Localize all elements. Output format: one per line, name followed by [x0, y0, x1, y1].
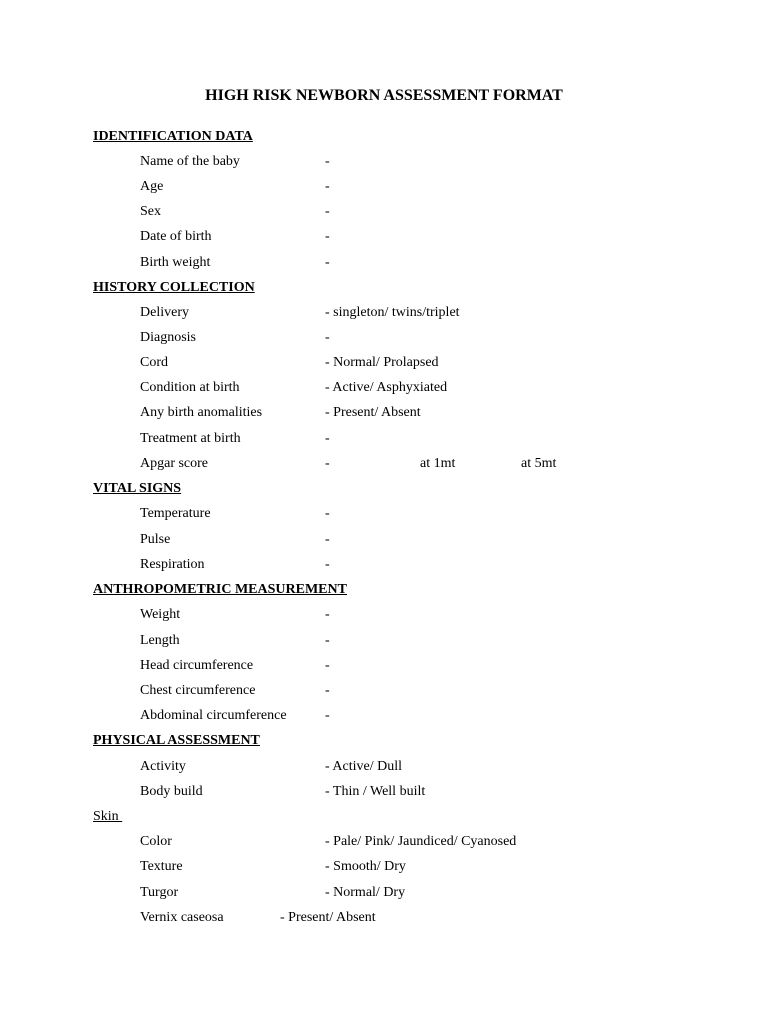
page-title: HIGH RISK NEWBORN ASSESSMENT FORMAT — [205, 87, 563, 104]
field-value: - Present/ Absent — [280, 910, 376, 925]
field-label: Color — [140, 834, 172, 849]
section-heading-identification: IDENTIFICATION DATA — [93, 129, 253, 144]
field-value: - — [325, 633, 330, 648]
field-value: - — [325, 532, 330, 547]
field-value: - — [325, 456, 330, 471]
field-label: Weight — [140, 607, 181, 622]
field-label: Apgar score — [140, 456, 209, 471]
field-value: - Active/ Asphyxiated — [325, 380, 448, 395]
field-label: Age — [140, 179, 164, 194]
apgar-5min-label: at 5mt — [521, 456, 557, 471]
field-value: - — [325, 204, 330, 219]
field-label: Date of birth — [140, 229, 212, 244]
field-label: Birth weight — [140, 255, 211, 270]
field-label: Activity — [140, 759, 186, 774]
field-value: - — [325, 154, 330, 169]
field-value: - — [325, 229, 330, 244]
field-value: - singleton/ twins/triplet — [325, 305, 460, 320]
field-value: - Pale/ Pink/ Jaundiced/ Cyanosed — [325, 834, 517, 849]
field-label: Texture — [140, 859, 183, 874]
field-value: - Normal/ Prolapsed — [325, 355, 439, 370]
field-value: - — [325, 658, 330, 673]
field-value: - — [325, 506, 330, 521]
field-label: Chest circumference — [140, 683, 256, 698]
field-label: Respiration — [140, 557, 205, 572]
field-label: Abdominal circumference — [140, 708, 287, 723]
field-label: Condition at birth — [140, 380, 240, 395]
field-label: Any birth anomalities — [140, 405, 263, 420]
section-heading-vitals: VITAL SIGNS — [93, 481, 182, 496]
field-label: Name of the baby — [140, 154, 240, 169]
field-value: - Smooth/ Dry — [325, 859, 406, 874]
field-label: Diagnosis — [140, 330, 196, 345]
field-label: Treatment at birth — [140, 431, 241, 446]
field-value: - Normal/ Dry — [325, 885, 406, 900]
field-value: - — [325, 557, 330, 572]
field-value: - — [325, 330, 330, 345]
subsection-heading-skin: Skin — [93, 809, 123, 824]
field-label: Cord — [140, 355, 168, 370]
field-label: Temperature — [140, 506, 211, 521]
field-label: Length — [140, 633, 180, 648]
field-label: Pulse — [140, 532, 171, 547]
section-heading-history: HISTORY COLLECTION — [93, 280, 255, 295]
field-label: Turgor — [140, 885, 179, 900]
field-label: Delivery — [140, 305, 189, 320]
field-value: - Present/ Absent — [325, 405, 421, 420]
field-label: Vernix caseosa — [140, 910, 224, 925]
field-value: - Active/ Dull — [325, 759, 402, 774]
field-value: - — [325, 179, 330, 194]
section-heading-anthropometric: ANTHROPOMETRIC MEASUREMENT — [93, 582, 347, 597]
field-value: - — [325, 708, 330, 723]
field-value: - Thin / Well built — [325, 784, 426, 799]
section-heading-physical: PHYSICAL ASSESSMENT — [93, 733, 260, 748]
field-value: - — [325, 683, 330, 698]
apgar-1min-label: at 1mt — [420, 456, 456, 471]
field-label: Body build — [140, 784, 203, 799]
field-value: - — [325, 255, 330, 270]
field-label: Head circumference — [140, 658, 254, 673]
field-label: Sex — [140, 204, 161, 219]
field-value: - — [325, 607, 330, 622]
field-value: - — [325, 431, 330, 446]
